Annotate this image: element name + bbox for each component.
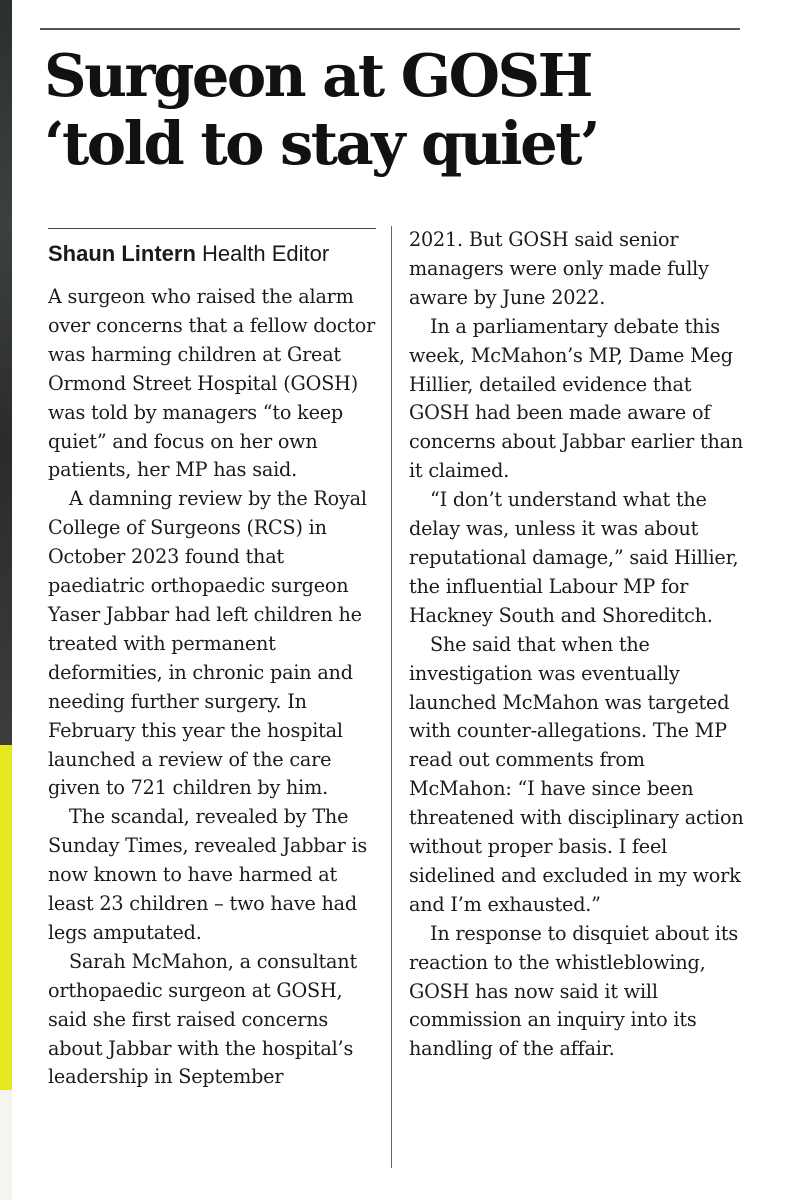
paragraph-1: A surgeon who raised the alarm over concerns that a fellow doctor was harming children at Great Ormond Street Hospital (GOSH) was told by managers “to keep quiet” and focus on her own patients, her MP has said. <box>48 285 376 482</box>
author-role: Health Editor <box>202 241 330 266</box>
article-column-1 <box>48 283 383 1092</box>
column-divider <box>391 226 392 1168</box>
top-rule <box>40 28 740 30</box>
byline-rule <box>48 228 376 229</box>
headline-line-2: ‘told to stay quiet’ <box>44 109 598 178</box>
page-edge-light <box>0 1090 12 1200</box>
author-name: Shaun Lintern <box>48 241 196 266</box>
byline <box>48 240 388 268</box>
headline-line-1: Surgeon at GOSH <box>44 41 591 110</box>
article-column-2 <box>409 226 749 1064</box>
headline <box>44 42 764 178</box>
paragraph-6: “I don’t understand what the delay was, unless it was about reputational damage,” said Hillier, the influential Labour MP for Hackney South and Shoreditch. <box>409 488 739 627</box>
paragraph-7: She said that when the investigation was eventually launched McMahon was targeted with counter-allegations. The MP read out comments from McMahon: “I have since been threatened with disciplinary action without proper basis. I feel sidelined and excluded in my work and I’m exhausted.” <box>409 632 744 916</box>
paragraph-8: In response to disquiet about its reaction to the whistleblowing, GOSH has now said it will commission an inquiry into its handling of the affair. <box>409 921 739 1061</box>
page-edge-yellow <box>0 745 12 1090</box>
photo-edge-dark <box>0 0 12 745</box>
paragraph-3: The scandal, revealed by The Sunday Times, revealed Jabbar is now known to have harmed at least 23 children – two have had legs amputated. <box>48 805 368 944</box>
paragraph-2: A damning review by the Royal College of Surgeons (RCS) in October 2023 found that paediatric orthopaedic surgeon Yaser Jabbar had left children he treated with permanent deformities, in chronic pain and needing further surgery. In February this year the hospital launched a review of the care given to 721 children by him. <box>48 487 367 800</box>
paragraph-5: In a parliamentary debate this week, McMahon’s MP, Dame Meg Hillier, detailed evidence that GOSH had been made aware of concerns about Jabbar earlier than it claimed. <box>409 314 744 483</box>
paragraph-4: Sarah McMahon, a consultant orthopaedic surgeon at GOSH, said she first raised concerns about Jabbar with the hospital’s leadership in September <box>48 949 357 1089</box>
paragraph-4-continued: 2021. But GOSH said senior managers were only made fully aware by June 2022. <box>409 228 709 309</box>
